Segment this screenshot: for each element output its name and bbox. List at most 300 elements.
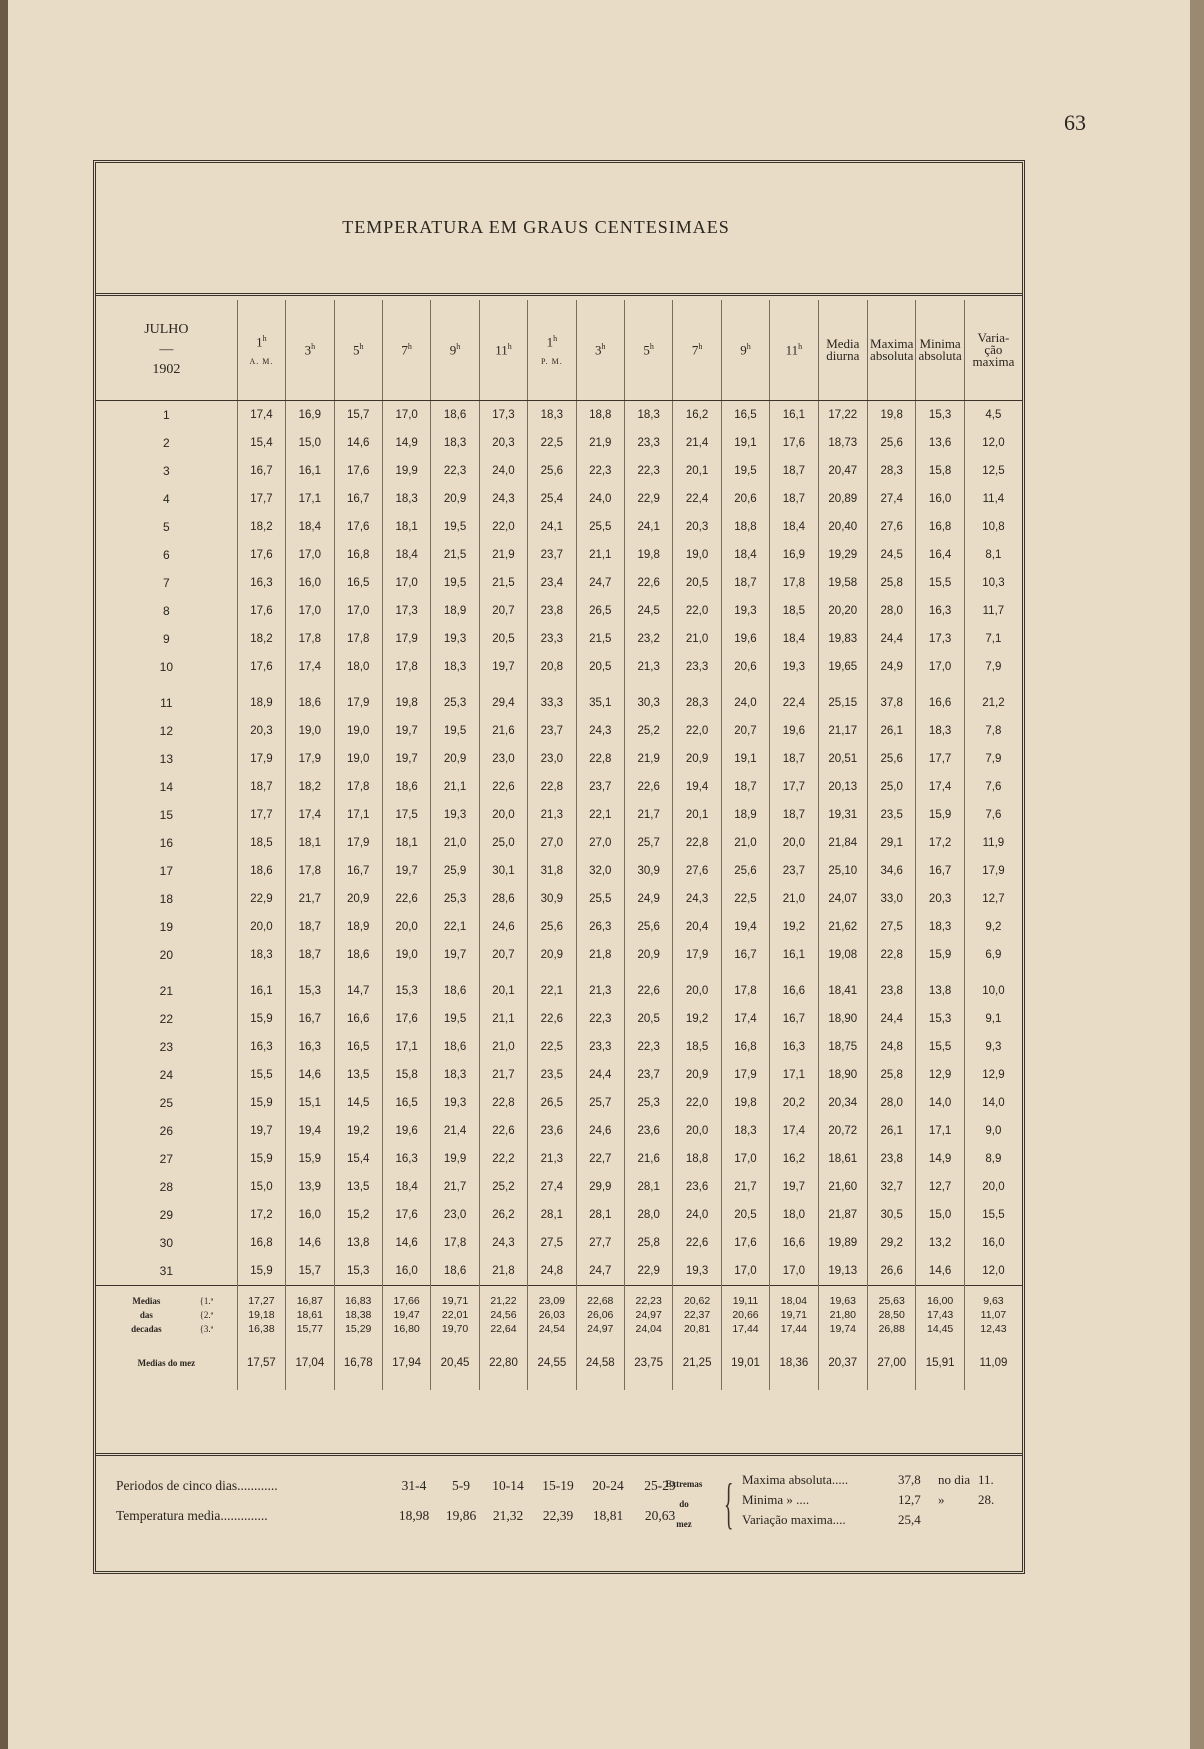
temperature-cell: 21,0 (431, 829, 479, 857)
temperature-cell: 18,5 (673, 1033, 721, 1061)
temperature-cell: 28,3 (868, 457, 916, 485)
temperature-cell: 20,0 (964, 1173, 1022, 1201)
decade-mean-cell: 24,04 (624, 1322, 672, 1336)
day-row (96, 977, 1022, 1005)
temperature-cell: 22,0 (673, 597, 721, 625)
hour-header: 1$^h$ A. M. (237, 300, 285, 401)
temperature-cell: 16,3 (916, 597, 964, 625)
temperature-cell: 16,7 (770, 1005, 818, 1033)
temperature-cell: 17,8 (770, 569, 818, 597)
temperature-cell: 18,6 (334, 941, 382, 969)
temperature-cell: 18,3 (431, 653, 479, 681)
temperature-cell: 16,0 (916, 485, 964, 513)
extreme-value: 25,4 (898, 1512, 921, 1527)
temperature-cell: 16,7 (237, 457, 285, 485)
period-temperature-mean: 22,39 (542, 1508, 574, 1523)
temperature-cell: 15,9 (237, 1257, 285, 1286)
temperature-cell: 20,3 (916, 885, 964, 913)
temperature-cell: 17,9 (964, 857, 1022, 885)
temperature-cell: 17,6 (334, 513, 382, 541)
decade-mean-cell: 24,97 (624, 1308, 672, 1322)
decade-mean-cell: 19,71 (431, 1286, 479, 1309)
media-diurna-header: Media diurna (818, 300, 867, 401)
temperature-cell: 19,7 (237, 1117, 285, 1145)
extreme-label: Maxima absoluta..... (742, 1472, 849, 1487)
spacer-cell (286, 969, 334, 977)
table-body (96, 401, 1022, 1391)
temperature-cell: 19,65 (818, 653, 867, 681)
temperature-cell: 20,9 (624, 941, 672, 969)
temperature-cell: 18,7 (721, 773, 769, 801)
decade-mean-cell: 21,22 (479, 1286, 527, 1309)
temperature-cell: 24,3 (479, 1229, 527, 1257)
temperature-cell: 25,6 (528, 913, 576, 941)
period-value: 25-29 (644, 1478, 676, 1493)
temperature-cell: 21,1 (431, 773, 479, 801)
temperature-cell: 21,1 (479, 1005, 527, 1033)
day-row (96, 885, 1022, 913)
temperature-cell: 23,7 (576, 773, 624, 801)
temperature-cell: 15,5 (916, 569, 964, 597)
maxima-absoluta-header: Maxima absoluta (868, 300, 916, 401)
temperature-cell: 23,3 (528, 625, 576, 653)
temperature-cell: 17,0 (721, 1145, 769, 1173)
temperature-cell: 16,1 (770, 401, 818, 430)
temperature-cell: 22,6 (624, 977, 672, 1005)
decade-mean-cell: 18,38 (334, 1308, 382, 1322)
temperature-cell: 19,2 (673, 1005, 721, 1033)
temperature-cell: 19,29 (818, 541, 867, 569)
day-number: 28 (159, 1180, 174, 1194)
temperature-cell: 17,4 (286, 653, 334, 681)
period-temperature-mean: 18,98 (398, 1508, 430, 1523)
temperature-cell: 17,4 (721, 1005, 769, 1033)
temperature-cell: 17,6 (770, 429, 818, 457)
temperature-cell: 19,7 (382, 857, 430, 885)
temperature-cell: 30,9 (528, 885, 576, 913)
extremes-label: Extremas do mez (665, 1479, 703, 1529)
temperature-cell: 30,3 (624, 689, 672, 717)
temperature-cell: 21,8 (576, 941, 624, 969)
temperature-cell: 18,8 (673, 1145, 721, 1173)
period-temperature-mean: 20,63 (644, 1508, 676, 1523)
temperature-cell: 16,3 (237, 569, 285, 597)
temperature-cell: 13,5 (334, 1173, 382, 1201)
temperature-cell: 25,0 (868, 773, 916, 801)
day-number: 17 (159, 864, 174, 878)
temperature-cell: 13,5 (334, 1061, 382, 1089)
temperature-cell: 20,40 (818, 513, 867, 541)
month-mean-cell: 11,09 (964, 1336, 1022, 1390)
decade-row-label: das {2.ª (139, 1310, 214, 1320)
temperature-cell: 24,5 (624, 597, 672, 625)
temperature-cell: 19,5 (431, 717, 479, 745)
temperature-cell: 16,1 (286, 457, 334, 485)
spacer-cell (721, 681, 769, 689)
temperature-cell: 17,3 (916, 625, 964, 653)
temperature-cell: 17,7 (237, 485, 285, 513)
day-number: 1 (163, 408, 170, 422)
decade-mean-cell: 12,43 (964, 1322, 1022, 1336)
temperature-cell: 20,3 (237, 717, 285, 745)
temperature-cell: 23,2 (624, 625, 672, 653)
temperature-cell: 24,3 (479, 485, 527, 513)
spacer-cell (479, 969, 527, 977)
temperature-cell: 21,3 (528, 1145, 576, 1173)
day-row (96, 745, 1022, 773)
temperature-cell: 19,13 (818, 1257, 867, 1286)
temperature-cell: 20,0 (673, 977, 721, 1005)
temperature-cell: 18,9 (721, 801, 769, 829)
temperature-cell: 22,5 (528, 429, 576, 457)
temperature-cell: 18,7 (770, 485, 818, 513)
spacer-cell (528, 969, 576, 977)
temperature-cell: 27,4 (528, 1173, 576, 1201)
temperature-cell: 18,8 (576, 401, 624, 430)
decade-mean-cell: 24,97 (576, 1322, 624, 1336)
temperature-cell: 11,7 (964, 597, 1022, 625)
temperature-cell: 24,5 (868, 541, 916, 569)
temperature-cell: 6,9 (964, 941, 1022, 969)
temperature-cell: 20,47 (818, 457, 867, 485)
temperature-cell: 18,3 (431, 1061, 479, 1089)
period-value: 10-14 (492, 1478, 524, 1493)
temperature-cell: 15,3 (334, 1257, 382, 1286)
decade-mean-cell: 17,66 (382, 1286, 430, 1309)
temperature-cell: 18,5 (237, 829, 285, 857)
temperature-cell: 16,7 (334, 857, 382, 885)
temperature-cell: 25,3 (624, 1089, 672, 1117)
decade-mean-cell: 25,63 (868, 1286, 916, 1309)
temperature-cell: 19,2 (334, 1117, 382, 1145)
temperature-cell: 25,8 (868, 1061, 916, 1089)
decade-mean-cell: 15,29 (334, 1322, 382, 1336)
temperature-cell: 20,7 (479, 941, 527, 969)
temperature-cell: 17,6 (237, 541, 285, 569)
temperature-cell: 19,31 (818, 801, 867, 829)
day-number: 7 (163, 576, 170, 590)
temperature-cell: 17,7 (237, 801, 285, 829)
temperature-cell: 18,4 (770, 513, 818, 541)
month-mean-cell: 17,94 (382, 1336, 430, 1390)
temperature-cell: 18,90 (818, 1005, 867, 1033)
temperature-cell: 25,3 (431, 885, 479, 913)
temperature-cell: 19,0 (286, 717, 334, 745)
spacer-cell (237, 681, 285, 689)
temperature-cell: 21,9 (479, 541, 527, 569)
temperature-cell: 22,8 (576, 745, 624, 773)
day-row (96, 625, 1022, 653)
decade-mean-cell: 26,03 (528, 1308, 576, 1322)
extreme-value: 37,8 (898, 1472, 921, 1487)
period-value: 5-9 (452, 1478, 470, 1493)
day-row (96, 429, 1022, 457)
day-row (96, 1145, 1022, 1173)
temperature-cell: 18,7 (770, 457, 818, 485)
month-mean-cell: 27,00 (868, 1336, 916, 1390)
temperature-cell: 14,6 (286, 1229, 334, 1257)
temperature-cell: 17,6 (721, 1229, 769, 1257)
temperature-cell: 33,3 (528, 689, 576, 717)
temperature-cell: 15,3 (916, 1005, 964, 1033)
spacer-cell (673, 969, 721, 977)
temperature-cell: 21,5 (479, 569, 527, 597)
temperature-cell: 17,8 (431, 1229, 479, 1257)
month-dash: — (159, 342, 174, 357)
temperature-cell: 25,5 (576, 885, 624, 913)
temperature-cell: 19,7 (382, 717, 430, 745)
temperature-cell: 18,7 (286, 913, 334, 941)
temperature-cell: 24,6 (576, 1117, 624, 1145)
temperature-cell: 22,1 (528, 977, 576, 1005)
temperature-cell: 16,1 (237, 977, 285, 1005)
temperature-cell: 30,5 (868, 1201, 916, 1229)
day-row (96, 801, 1022, 829)
temperature-cell: 14,9 (916, 1145, 964, 1173)
temperature-cell: 24,4 (868, 625, 916, 653)
temperature-cell: 20,9 (431, 485, 479, 513)
temperature-cell: 17,5 (382, 801, 430, 829)
temperature-cell: 20,3 (673, 513, 721, 541)
periods-label: Periodos de cinco dias............ (116, 1478, 278, 1493)
spacer-cell (96, 969, 237, 977)
decade-mean-cell: 28,50 (868, 1308, 916, 1322)
temperature-cell: 19,5 (431, 513, 479, 541)
temperature-cell: 26,6 (868, 1257, 916, 1286)
minima-absoluta-header: Minima absoluta (916, 300, 964, 401)
day-number: 4 (163, 492, 170, 506)
temperature-cell: 16,2 (770, 1145, 818, 1173)
temperature-cell: 16,8 (721, 1033, 769, 1061)
temperature-cell: 28,1 (624, 1173, 672, 1201)
decade-mean-cell: 11,07 (964, 1308, 1022, 1322)
decade-mean-cell: 17,44 (721, 1322, 769, 1336)
temperature-cell: 15,2 (334, 1201, 382, 1229)
day-number: 8 (163, 604, 170, 618)
spacer-cell (576, 681, 624, 689)
hour-header: 3$^h$ (286, 300, 334, 401)
temperature-cell: 20,0 (237, 913, 285, 941)
hour-header: 9$^h$ (721, 300, 769, 401)
temperature-cell: 24,07 (818, 885, 867, 913)
day-number: 18 (159, 892, 174, 906)
temperature-cell: 17,9 (673, 941, 721, 969)
temperature-cell: 19,2 (770, 913, 818, 941)
temperature-cell: 16,0 (286, 569, 334, 597)
temperature-cell: 16,0 (964, 1229, 1022, 1257)
temperature-cell: 19,5 (431, 1005, 479, 1033)
decade-mean-cell: 19,71 (770, 1308, 818, 1322)
temperature-cell: 17,4 (916, 773, 964, 801)
temperature-cell: 17,8 (334, 625, 382, 653)
decade-mean-cell: 20,66 (721, 1308, 769, 1322)
day-row (96, 1257, 1022, 1286)
temperature-cell: 18,7 (286, 941, 334, 969)
temperature-cell: 22,3 (576, 457, 624, 485)
temperature-cell: 22,8 (673, 829, 721, 857)
temperature-cell: 12,7 (964, 885, 1022, 913)
temperature-cell: 21,5 (576, 625, 624, 653)
temperature-cell: 15,9 (237, 1089, 285, 1117)
spacer-cell (286, 681, 334, 689)
temperature-cell: 17,4 (770, 1117, 818, 1145)
month-mean-label: Medias do mez (137, 1358, 196, 1368)
temperature-cell: 25,2 (479, 1173, 527, 1201)
temperature-cell: 17,1 (334, 801, 382, 829)
temperature-cell: 20,0 (673, 1117, 721, 1145)
temperature-cell: 11,4 (964, 485, 1022, 513)
temperature-cell: 20,7 (721, 717, 769, 745)
temperature-cell: 28,6 (479, 885, 527, 913)
temperature-cell: 17,3 (479, 401, 527, 430)
temperature-cell: 14,6 (382, 1229, 430, 1257)
month-mean-cell: 20,37 (818, 1336, 867, 1390)
temperature-cell: 21,5 (431, 541, 479, 569)
variacao-maxima-header: Varia- ção maxima (964, 300, 1022, 401)
am-label: A. M. (249, 356, 274, 366)
temperature-cell: 15,8 (382, 1061, 430, 1089)
temperature-cell: 19,0 (382, 941, 430, 969)
decade-mean-cell: 19,11 (721, 1286, 769, 1309)
day-row (96, 1089, 1022, 1117)
spacer-cell (237, 969, 285, 977)
month-mean-cell: 15,91 (916, 1336, 964, 1390)
day-row (96, 1033, 1022, 1061)
temperature-cell: 18,9 (237, 689, 285, 717)
header-row (96, 300, 1022, 401)
temperature-cell: 15,0 (237, 1173, 285, 1201)
day-number: 20 (159, 948, 174, 962)
temperature-cell: 19,9 (382, 457, 430, 485)
temperature-cell: 17,6 (382, 1005, 430, 1033)
temperature-cell: 22,6 (382, 885, 430, 913)
spacer-cell (818, 681, 867, 689)
temperature-cell: 19,4 (673, 773, 721, 801)
temperature-cell: 22,6 (673, 1229, 721, 1257)
temperature-cell: 32,0 (576, 857, 624, 885)
temperature-cell: 19,3 (431, 801, 479, 829)
temperature-cell: 23,5 (868, 801, 916, 829)
temperature-cell: 16,3 (286, 1033, 334, 1061)
temperature-cell: 17,8 (286, 857, 334, 885)
temperature-cell: 22,3 (624, 1033, 672, 1061)
page-number: 63 (1064, 110, 1086, 135)
temperature-cell: 26,1 (868, 717, 916, 745)
day-row (96, 857, 1022, 885)
day-row (96, 773, 1022, 801)
temperature-cell: 28,0 (624, 1201, 672, 1229)
day-row (96, 717, 1022, 745)
decade-mean-cell: 20,81 (673, 1322, 721, 1336)
temperature-cell: 25,6 (624, 913, 672, 941)
temperature-cell: 23,7 (528, 717, 576, 745)
temperature-cell: 22,9 (624, 1257, 672, 1286)
temperature-cell: 21,4 (673, 429, 721, 457)
decade-mean-cell: 16,38 (237, 1322, 285, 1336)
decade-mean-cell: 22,23 (624, 1286, 672, 1309)
temperature-cell: 25,7 (624, 829, 672, 857)
temperature-cell: 17,1 (382, 1033, 430, 1061)
extreme-label: Minima » .... (742, 1492, 810, 1507)
spacer-cell (576, 969, 624, 977)
temperature-cell: 24,1 (528, 513, 576, 541)
spacer-cell (818, 969, 867, 977)
temperature-cell: 20,8 (528, 653, 576, 681)
temperature-cell: 21,60 (818, 1173, 867, 1201)
temperature-cell: 17,0 (382, 401, 430, 430)
temperature-cell: 15,9 (916, 801, 964, 829)
temperature-cell: 21,2 (964, 689, 1022, 717)
temperature-cell: 22,6 (479, 773, 527, 801)
temperature-cell: 18,1 (382, 829, 430, 857)
temperature-cell: 24,0 (673, 1201, 721, 1229)
temperature-cell: 32,7 (868, 1173, 916, 1201)
temperature-cell: 18,4 (286, 513, 334, 541)
temperature-cell: 19,58 (818, 569, 867, 597)
temperature-cell: 19,9 (431, 1145, 479, 1173)
spacer-cell (334, 969, 382, 977)
temperature-cell: 22,0 (673, 1089, 721, 1117)
decade-mean-cell: 19,74 (818, 1322, 867, 1336)
temperature-cell: 17,1 (770, 1061, 818, 1089)
temperature-cell: 16,7 (721, 941, 769, 969)
temperature-cell: 22,4 (673, 485, 721, 513)
temperature-cell: 17,9 (237, 745, 285, 773)
temperature-cell: 20,5 (479, 625, 527, 653)
temperature-cell: 28,1 (528, 1201, 576, 1229)
temperature-cell: 18,6 (431, 1033, 479, 1061)
temperature-cell: 17,9 (334, 689, 382, 717)
decade-mean-row (96, 1308, 1022, 1322)
temperature-cell: 17,0 (770, 1257, 818, 1286)
decade-mean-cell: 14,45 (916, 1322, 964, 1336)
hour-header: 5$^h$ (624, 300, 672, 401)
spacer-cell (673, 681, 721, 689)
temperature-cell: 22,3 (624, 457, 672, 485)
day-number: 15 (159, 808, 174, 822)
spacer-row (96, 681, 1022, 689)
temperature-cell: 24,3 (576, 717, 624, 745)
day-number: 24 (159, 1068, 174, 1082)
temperature-cell: 20,1 (673, 457, 721, 485)
hour-header: 7$^h$ (382, 300, 430, 401)
temperature-cell: 27,0 (576, 829, 624, 857)
temperature-cell: 17,1 (916, 1117, 964, 1145)
temperature-cell: 17,6 (334, 457, 382, 485)
decade-mean-cell: 23,09 (528, 1286, 576, 1309)
temperature-cell: 29,9 (576, 1173, 624, 1201)
temperature-cell: 20,72 (818, 1117, 867, 1145)
temperature-cell: 18,1 (382, 513, 430, 541)
temperature-cell: 12,9 (964, 1061, 1022, 1089)
temperature-cell: 19,08 (818, 941, 867, 969)
temperature-cell: 20,9 (334, 885, 382, 913)
temperature-cell: 18,90 (818, 1061, 867, 1089)
temperature-cell: 22,6 (624, 569, 672, 597)
temperature-cell: 21,0 (673, 625, 721, 653)
temperature-cell: 17,0 (334, 597, 382, 625)
temperature-cell: 27,4 (868, 485, 916, 513)
temperature-cell: 19,6 (721, 625, 769, 653)
temperature-cell: 18,9 (431, 597, 479, 625)
temperature-cell: 19,83 (818, 625, 867, 653)
year-label: 1902 (152, 362, 181, 377)
temperature-cell: 16,3 (237, 1033, 285, 1061)
temperature-cell: 23,7 (770, 857, 818, 885)
temperature-cell: 23,0 (528, 745, 576, 773)
temperature-cell: 22,9 (624, 485, 672, 513)
temperature-cell: 23,5 (528, 1061, 576, 1089)
